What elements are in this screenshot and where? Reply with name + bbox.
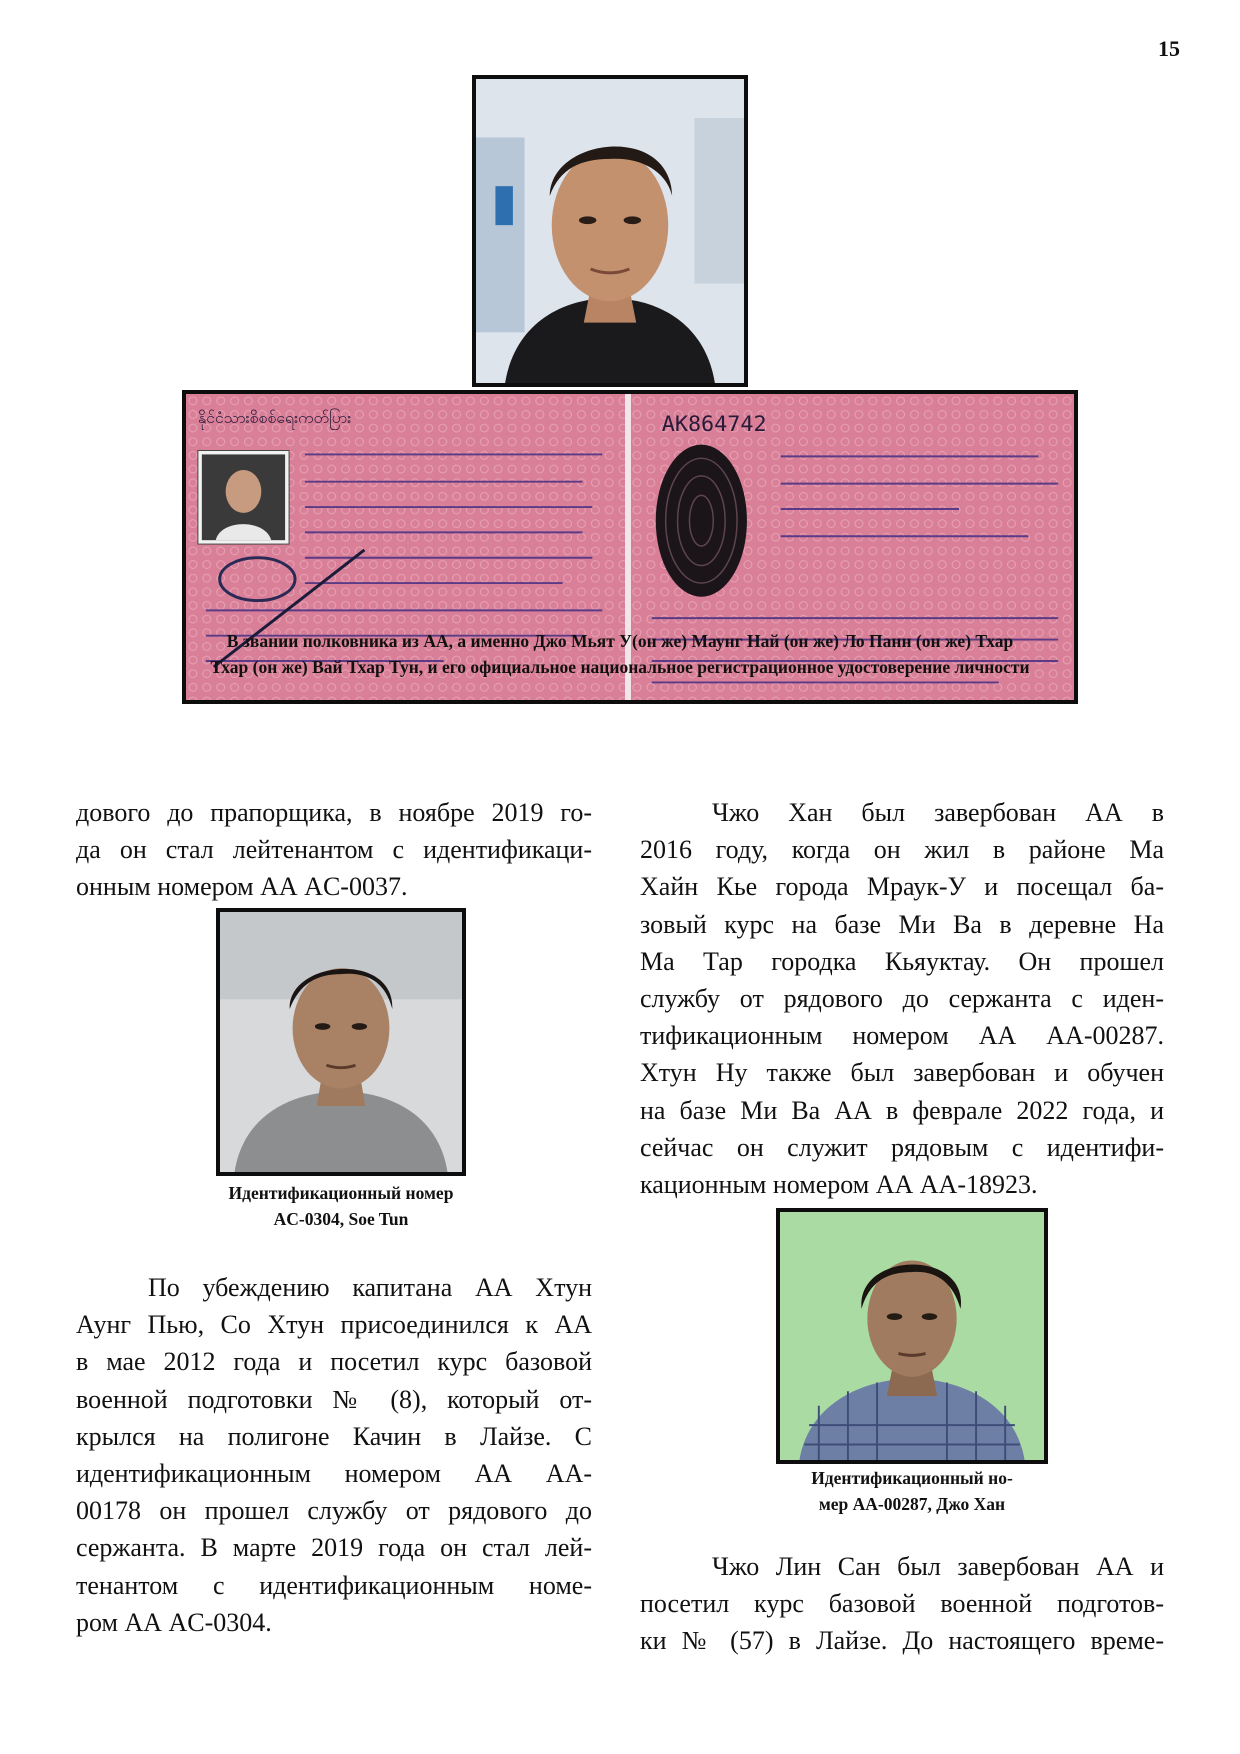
text-line: Аунг Пью, Со Хтун присоединился к АА [76,1310,592,1340]
soe-tun-caption-line-1: Идентификационный номер [228,1183,454,1203]
text-line: зовый курс на базе Ми Ва в деревне На [640,909,1164,939]
text-line: По убеждению капитана АА Хтун [148,1273,592,1302]
text-line: службу от рядового до сержанта с иден- [640,984,1164,1014]
id-card-number: AK864742 [661,412,767,437]
portrait-photo-kyaw-han [776,1208,1048,1464]
top-caption [70,628,1170,680]
text-line: тификационным номером АА AA-00287. [640,1021,1164,1051]
text-line: в мае 2012 года и посетил курс базовой [76,1347,592,1377]
page-number: 15 [1158,36,1180,61]
text-line: ки № (57) в Лайзе. До настоящего време- [640,1626,1164,1656]
top-caption-line-1: В звании полковника из АА, а именно Джо Мьят У(он же) Маунг Най (он же) Ло Панн (он же) Тхар [226,631,1014,651]
right-paragraph-1 [640,794,1164,1203]
text-line: кационным номером АА AA-18923. [640,1170,1038,1200]
kyaw-han-caption-line-2: мер AA-00287, Джо Хан [818,1494,1006,1514]
text-line: посетил курс базовой военной подготов- [640,1589,1164,1619]
text-line: да он стал лейтенантом с идентификаци- [76,835,592,865]
text-line: тенантом с идентификационным номе- [76,1570,592,1600]
text-line: Хайн Кье города Мраук-У и посещал ба- [640,872,1164,902]
id-card-title: နိုင်ငံသားစိစစ်ရေးကတ်ပြား [197,408,352,428]
text-line: Ма Тар городка Кьяуктау. Он прошел [640,946,1164,976]
kyaw-han-caption [756,1465,1068,1517]
text-line: ром АА AC-0304. [76,1607,272,1637]
text-line: на базе Ми Ва АА в феврале 2022 года, и [640,1095,1164,1125]
soe-tun-caption [196,1180,486,1232]
kyaw-han-caption-line-1: Идентификационный но- [811,1468,1013,1488]
text-line: военной подготовки № (8), который от- [76,1384,592,1414]
text-line: идентификационным номером АА AA- [76,1459,592,1489]
text-line: Хтун Ну также был завербован и обучен [640,1058,1164,1088]
left-paragraph-1 [76,794,592,906]
text-line: онным номером АА AC-0037. [76,872,408,902]
portrait-photo-soe-tun [216,908,466,1176]
text-line: крылся на полигоне Качин в Лайзе. С [76,1421,592,1451]
text-line: сейчас он служит рядовым с идентифи- [640,1132,1164,1162]
text-line: Чжо Хан был завербован АА в [712,798,1164,827]
text-line: 00178 он прошел службу от рядового до [76,1496,592,1526]
right-paragraph-2 [640,1548,1164,1660]
text-line: дового до прапорщика, в ноябре 2019 го- [76,798,592,827]
text-line: 2016 году, когда он жил в районе Ма [640,835,1164,865]
portrait-photo-colonel [472,75,748,387]
text-line: Чжо Лин Сан был завербован АА и [712,1552,1164,1581]
top-caption-line-2: Тхар (он же) Вай Тхар Тун, и его официальное национальное регистрационное удостоверение личности [210,657,1030,677]
soe-tun-caption-line-2: AC-0304, Soe Tun [273,1209,409,1229]
left-paragraph-2 [76,1269,592,1641]
text-line: сержанта. В марте 2019 года он стал лей- [76,1533,592,1563]
